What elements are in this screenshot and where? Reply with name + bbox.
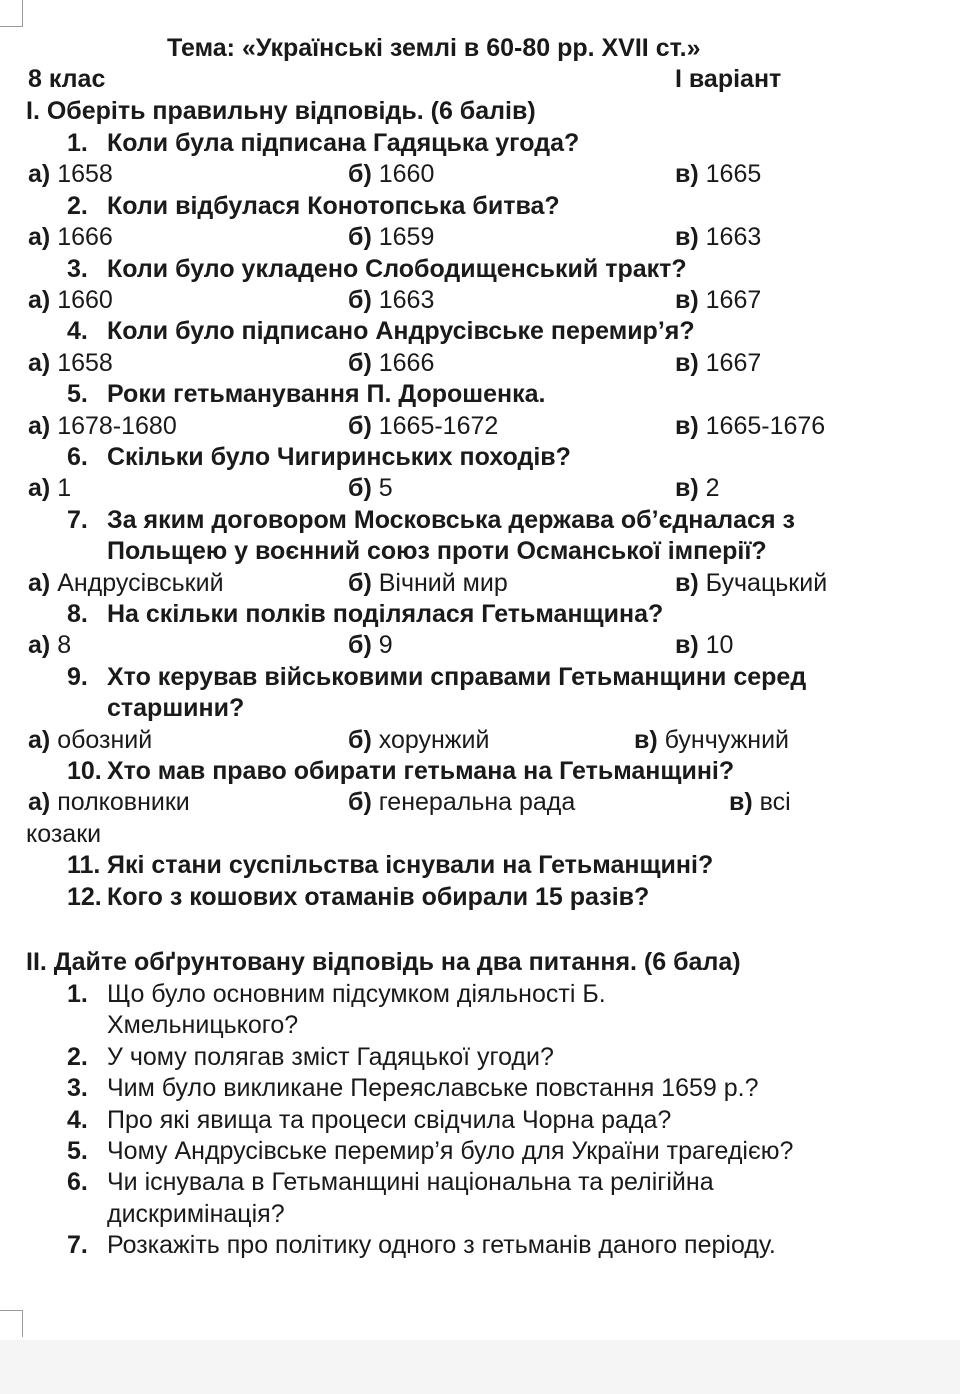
document-title: Тема: «Українські землі в 60-80 рр. XVII ст.» [167, 34, 701, 62]
option-letter: б) [348, 474, 372, 503]
option-letter: а) [28, 411, 51, 440]
answer-option [348, 787, 575, 817]
question-text: Коли була підписана Гадяцька угода? [107, 129, 580, 157]
answer-option [675, 222, 761, 252]
option-letter: в) [729, 788, 753, 817]
option-text: 1660 [378, 160, 435, 189]
option-text: 1659 [378, 223, 435, 252]
option-letter: в) [634, 725, 658, 754]
question-text: Коли відбулася Конотопська битва? [107, 191, 560, 220]
question-number: 2. [67, 1042, 88, 1071]
option-text: 1663 [705, 223, 762, 252]
option-text: 1660 [57, 286, 113, 314]
question-text: Кого з кошових отаманів обирали 15 разів? [107, 882, 650, 911]
option-letter: в) [675, 286, 699, 314]
option-text: 1663 [378, 286, 435, 314]
answer-option [675, 630, 733, 660]
answer-option [675, 348, 761, 378]
question-number: 1. [67, 980, 88, 1008]
answer-option [28, 630, 71, 660]
answer-option [675, 159, 761, 189]
page-corner-mark [0, 0, 23, 27]
answer-option [348, 285, 434, 315]
option-letter: б) [348, 348, 372, 377]
question-text: старшини? [107, 694, 245, 723]
answer-option [28, 348, 113, 378]
question-number: 9. [67, 662, 88, 691]
answer-option [28, 787, 190, 817]
question-number: 3. [67, 1074, 88, 1103]
answer-option [675, 473, 720, 503]
question-text: Скільки було Чигиринських походів? [107, 443, 571, 471]
option-letter: в) [675, 348, 699, 377]
option-text: 1667 [705, 286, 762, 314]
option-text: 1665 [705, 160, 762, 189]
question-number: 8. [67, 600, 88, 628]
answer-option [675, 568, 827, 598]
answer-option [348, 159, 434, 189]
question-number: 7. [67, 505, 88, 534]
question-number: 4. [67, 317, 88, 346]
option-text: всі [759, 788, 791, 817]
answer-option [348, 411, 498, 441]
answer-option [348, 222, 434, 252]
option-letter: в) [675, 568, 699, 597]
question-text: Хто мав право обирати гетьмана на Гетьманщині? [107, 757, 735, 785]
question-number: 6. [67, 1168, 88, 1197]
question-text: Розкажіть про політику одного з гетьманів даного періоду. [107, 1231, 776, 1260]
question-number: 1. [67, 129, 88, 157]
option-letter: а) [28, 568, 51, 597]
grade-label: 8 клас [28, 65, 106, 93]
option-text: 1658 [57, 348, 113, 377]
question-number: 4. [67, 1105, 88, 1134]
question-text: Хто керував військовими справами Гетьманщини серед [107, 662, 807, 691]
option-text: Вічний мир [378, 568, 508, 597]
option-text: 5 [378, 474, 393, 503]
answer-option [634, 725, 789, 755]
option-text: 8 [57, 631, 72, 660]
question-text: Про які явища та процеси свідчила Чорна рада? [107, 1105, 672, 1134]
question-number: 11. [67, 851, 101, 880]
question-text: дискримінація? [107, 1199, 285, 1228]
answer-option [28, 159, 113, 189]
variant-label: І варіант [675, 65, 782, 93]
option-letter: б) [348, 725, 372, 754]
question-text: Чим було викликане Переяславське повстання 1659 р.? [107, 1074, 759, 1103]
question-text: У чому полягав зміст Гадяцької угоди? [107, 1042, 554, 1071]
answer-option [348, 568, 508, 598]
option-text: Андрусівський [57, 568, 224, 597]
option-letter: а) [28, 631, 51, 660]
question-text: Чому Андрусівське перемир’я було для України трагедією? [107, 1137, 794, 1165]
option-letter: б) [348, 411, 372, 440]
option-text: генеральна рада [378, 788, 576, 817]
option-letter: в) [675, 223, 699, 252]
option-text: 1665-1672 [378, 411, 499, 440]
option-text: бунчужний [664, 725, 789, 754]
question-number: 6. [67, 443, 88, 471]
question-text: Роки гетьманування П. Дорошенка. [107, 380, 546, 409]
answer-option [28, 285, 113, 315]
option-letter: а) [28, 286, 51, 314]
answer-option [28, 222, 113, 252]
question-text: Хмельницького? [107, 1011, 299, 1040]
option-letter: в) [675, 411, 699, 440]
question-text: За яким договором Московська держава об’єдналася з [107, 505, 795, 534]
option-letter: б) [348, 568, 372, 597]
question-text: Чи існувала в Гетьманщині національна та релігійна [107, 1168, 714, 1197]
option-text: 1666 [378, 348, 435, 377]
question-number: 3. [67, 254, 88, 283]
option-letter: а) [28, 348, 51, 377]
question-number: 12. [67, 882, 102, 911]
option-text: Бучацький [705, 568, 828, 597]
answer-option [348, 473, 393, 503]
question-number: 2. [67, 191, 88, 220]
question-number: 5. [67, 1137, 88, 1165]
option-letter: а) [28, 223, 51, 252]
section-1-heading: І. Оберіть правильну відповідь. (6 балів) [26, 97, 536, 125]
answer-option [28, 411, 177, 441]
option-letter: б) [348, 223, 372, 252]
option-text: 2 [705, 474, 720, 503]
question-text: Польщею у воєнний союз проти Османської імперії? [107, 537, 767, 566]
answer-option [348, 725, 489, 755]
question-number: 5. [67, 380, 88, 409]
question-number: 10. [67, 757, 102, 785]
question-text: Які стани суспільства існували на Гетьманщині? [107, 851, 714, 880]
option-text: полковники [57, 788, 190, 817]
answer-option [348, 348, 434, 378]
question-text: Коли було укладено Слободищенський тракт? [107, 254, 687, 283]
option-letter: в) [675, 160, 699, 189]
answer-option [28, 568, 224, 598]
option-text: 1667 [705, 348, 762, 377]
option-letter: б) [348, 788, 372, 817]
question-text: Коли було підписано Андрусівське перемир’я? [107, 317, 695, 346]
option-text-continuation: козаки [26, 819, 102, 848]
option-letter: а) [28, 160, 51, 189]
option-letter: а) [28, 725, 51, 754]
question-text: Що було основним підсумком діяльності Б. [107, 980, 606, 1008]
option-letter: а) [28, 474, 51, 503]
option-letter: в) [675, 474, 699, 503]
answer-option [675, 411, 825, 441]
answer-option [729, 787, 791, 817]
option-letter: б) [348, 160, 372, 189]
option-letter: а) [28, 788, 51, 817]
option-text: 10 [705, 631, 734, 660]
page-corner-mark [0, 1310, 23, 1337]
option-text: 9 [378, 631, 393, 660]
option-text: обозний [57, 725, 153, 754]
option-letter: б) [348, 631, 372, 660]
option-text: хорунжий [378, 725, 490, 754]
question-number: 7. [67, 1231, 88, 1260]
answer-option [348, 630, 393, 660]
option-text: 1665-1676 [705, 411, 826, 440]
option-text: 1658 [57, 160, 113, 189]
answer-option [675, 285, 761, 315]
option-text: 1678-1680 [57, 411, 177, 440]
option-letter: б) [348, 286, 372, 314]
option-letter: в) [675, 631, 699, 660]
option-text: 1 [57, 474, 72, 503]
section-2-heading: ІІ. Дайте обґрунтовану відповідь на два питання. (6 бала) [26, 948, 741, 976]
answer-option [28, 473, 71, 503]
question-text: На скільки полків поділялася Гетьманщина? [107, 600, 664, 628]
option-text: 1666 [57, 223, 113, 252]
answer-option [28, 725, 152, 755]
